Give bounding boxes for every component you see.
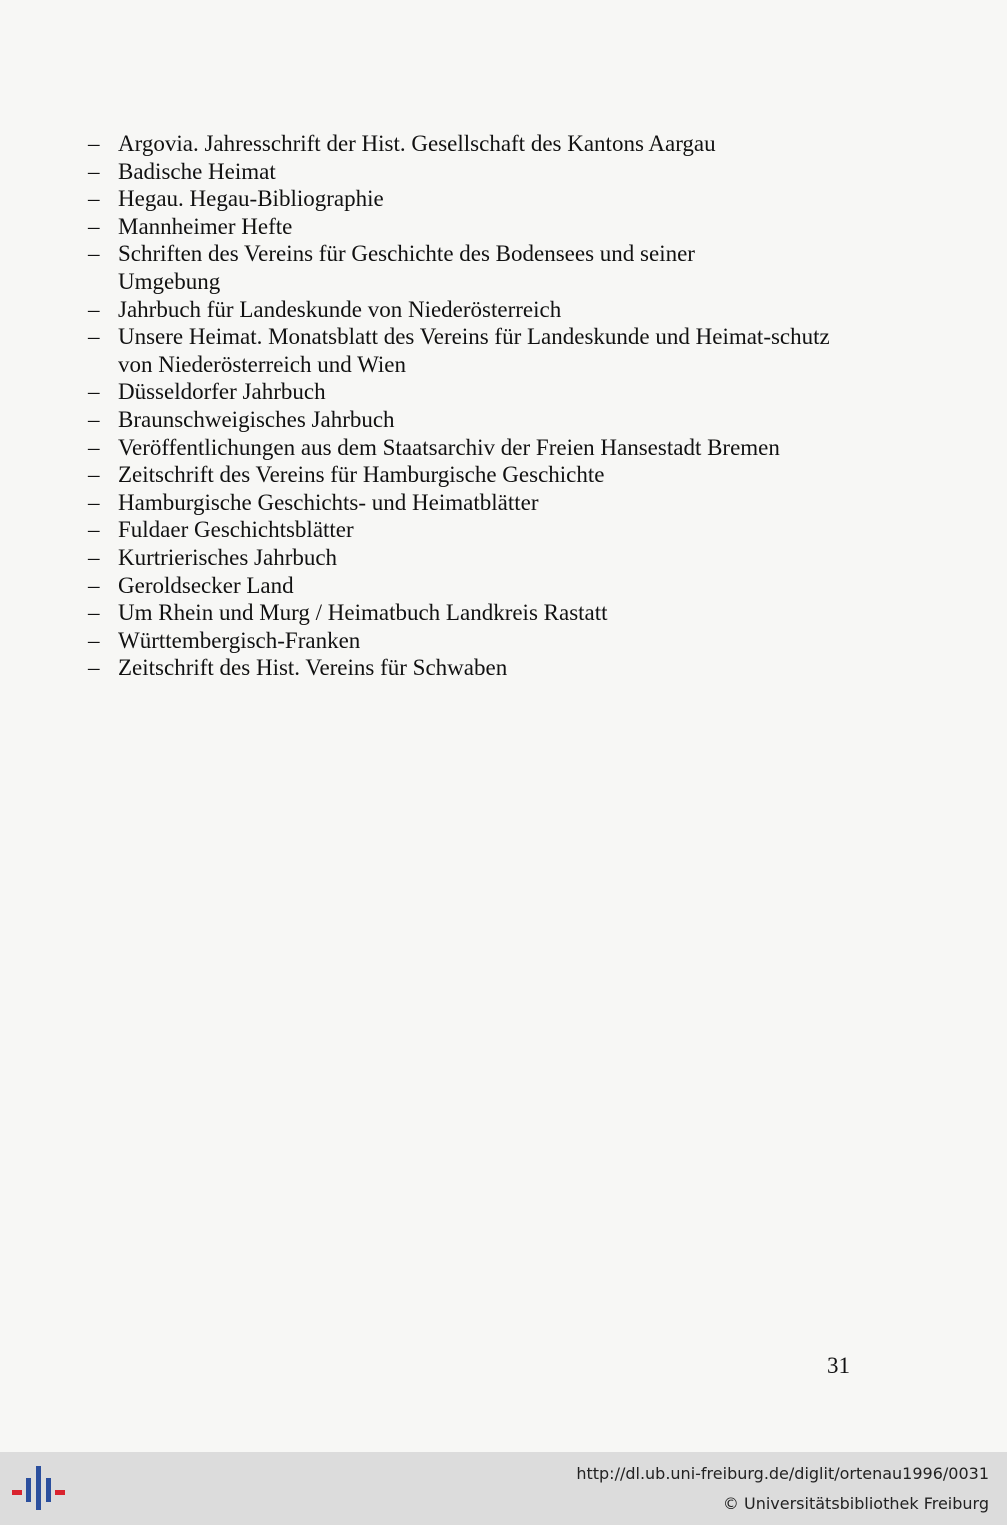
dash: – <box>88 406 100 432</box>
dash: – <box>88 627 100 653</box>
list-item <box>88 406 858 434</box>
page-number: 31 <box>827 1353 850 1378</box>
dash: – <box>88 434 100 460</box>
logo-right-bar <box>46 1478 51 1502</box>
dash: – <box>88 186 100 212</box>
list-item <box>88 185 858 213</box>
list-item-text: Zeitschrift des Hist. Vereins für Schwaben <box>118 655 508 681</box>
list-item-text: Unsere Heimat. Monatsblatt des Vereins für Landeskunde und Heimat-schutz von Niederösterreich und Wien <box>118 324 830 377</box>
list-item-text: Kurtrierisches Jahrbuch <box>118 544 338 570</box>
document-url-link[interactable]: http://dl.ub.uni-freiburg.de/diglit/ortenau1996/0031 <box>576 1464 989 1483</box>
list-item-text: Hegau. Hegau-Bibliographie <box>118 186 384 212</box>
list-item-text: Geroldsecker Land <box>118 572 294 598</box>
list-item <box>88 544 858 572</box>
list-item <box>88 627 858 655</box>
list-item-text: Um Rhein und Murg / Heimatbuch Landkreis Rastatt <box>118 600 608 626</box>
dash: – <box>88 241 100 267</box>
logo-center-bar <box>36 1466 41 1510</box>
list-item-text: Zeitschrift des Vereins für Hamburgische Geschichte <box>118 462 605 488</box>
library-logo-icon <box>10 1462 68 1514</box>
list-item-text: Braunschweigisches Jahrbuch <box>118 406 395 432</box>
copyright-text: © Universitätsbibliothek Freiburg <box>722 1494 989 1513</box>
list-item <box>88 516 858 544</box>
list-item <box>88 599 858 627</box>
logo-left-bar <box>26 1478 31 1502</box>
list-item <box>88 654 858 682</box>
dash: – <box>88 296 100 322</box>
list-item <box>88 158 858 186</box>
logo-right-dash <box>55 1490 65 1495</box>
list-item-text: Fuldaer Geschichtsblätter <box>118 517 354 543</box>
list-item <box>88 461 858 489</box>
list-item <box>88 240 858 295</box>
dash: – <box>88 544 100 570</box>
list-item-text: Argovia. Jahresschrift der Hist. Gesellschaft des Kantons Aargau <box>118 131 716 156</box>
dash: – <box>88 462 100 488</box>
logo-left-dash <box>12 1490 22 1495</box>
list-item-text: Veröffentlichungen aus dem Staatsarchiv der Freien Hansestadt Bremen <box>118 434 780 460</box>
periodicals-list <box>88 130 858 682</box>
dash: – <box>88 517 100 543</box>
dash: – <box>88 655 100 681</box>
list-item <box>88 434 858 462</box>
list-item <box>88 323 858 378</box>
dash: – <box>88 324 100 350</box>
list-item <box>88 213 858 241</box>
dash: – <box>88 379 100 405</box>
list-item-text: Hamburgische Geschichts- und Heimatblätter <box>118 489 539 515</box>
list-item <box>88 378 858 406</box>
list-item-text: Schriften des Vereins für Geschichte des Bodensees und seiner Umgebung <box>118 241 695 294</box>
dash: – <box>88 600 100 626</box>
list-item <box>88 572 858 600</box>
list-item-text: Düsseldorfer Jahrbuch <box>118 379 326 405</box>
list-item-text: Württembergisch-Franken <box>118 627 361 653</box>
dash: – <box>88 213 100 239</box>
dash: – <box>88 158 100 184</box>
footer-bar <box>0 1452 1007 1525</box>
list-item <box>88 296 858 324</box>
list-item-text: Mannheimer Hefte <box>118 213 293 239</box>
list-item <box>88 130 858 158</box>
dash: – <box>88 489 100 515</box>
dash: – <box>88 131 100 156</box>
list-item-text: Jahrbuch für Landeskunde von Niederösterreich <box>118 296 562 322</box>
list-item-text: Badische Heimat <box>118 158 276 184</box>
list-item <box>88 489 858 517</box>
dash: – <box>88 572 100 598</box>
